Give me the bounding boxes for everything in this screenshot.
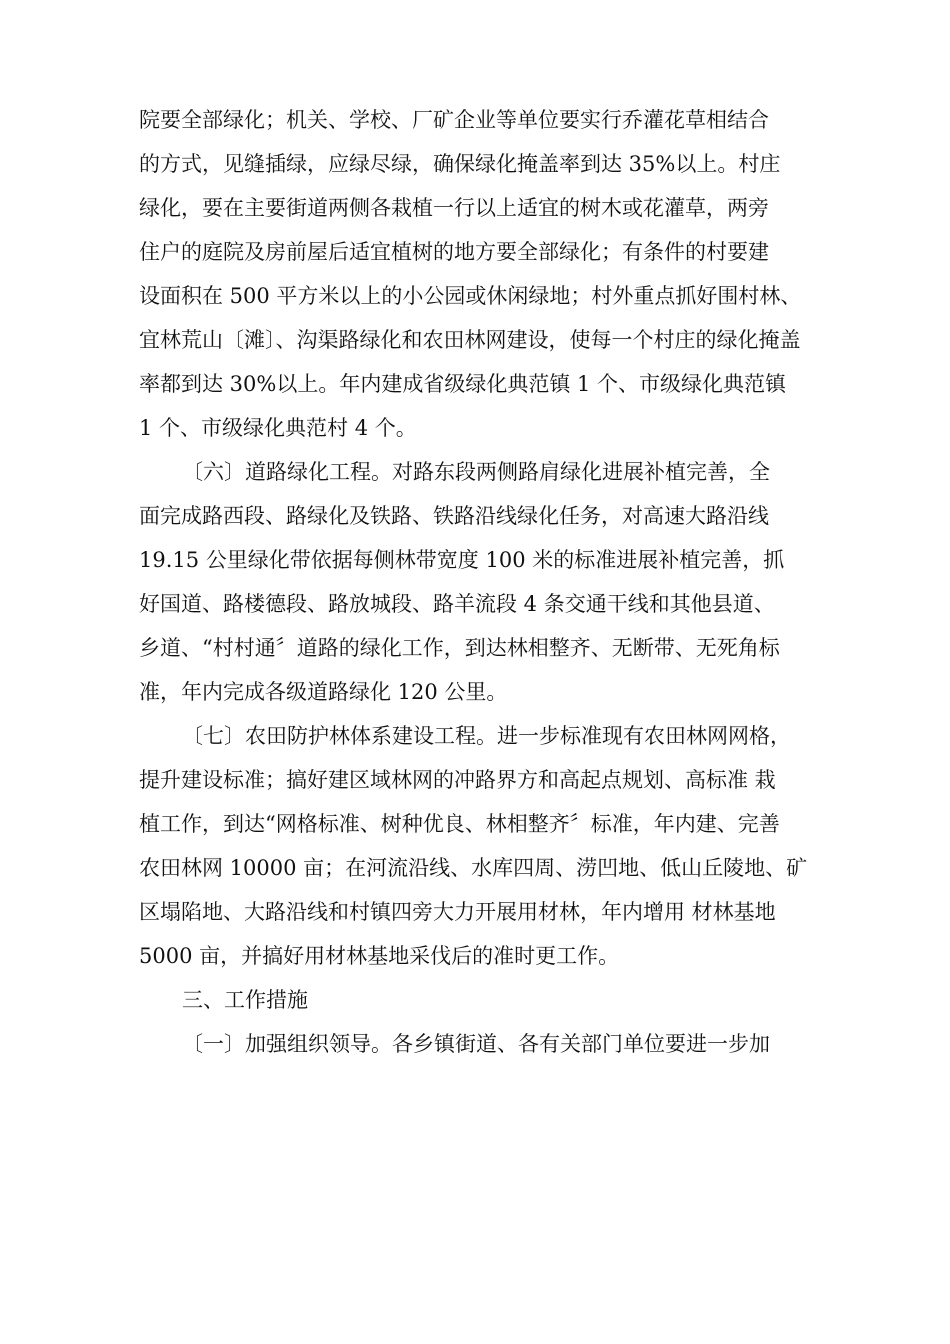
paragraph-seven-heading: 〔七〕农田防护林体系建设工程。进一步标准现有农田林网网格， [182, 724, 791, 748]
text-line: 19.15 公里绿化带依据每侧林带宽度 100 米的标准进展补植完善，抓 [139, 548, 785, 572]
text-line: 的方式，见缝插绿，应绿尽绿，确保绿化掩盖率到达 35%以上。村庄 [139, 152, 781, 176]
text-line: 设面积在 500 平方米以上的小公园或休闲绿地；村外重点抓好围村林、 [139, 284, 802, 308]
section-three-heading: 三、工作措施 [182, 988, 308, 1012]
text-line: 准，年内完成各级道路绿化 120 公里。 [139, 680, 508, 704]
text-line: 区塌陷地、大路沿线和村镇四旁大力开展用材林，年内增用 材林基地 [139, 900, 776, 924]
text-line: 好国道、路楼德段、路放城段、路羊流段 4 条交通干线和其他县道、 [139, 592, 775, 616]
text-line: 院要全部绿化；机关、学校、厂矿企业等单位要实行乔灌花草相结合 [139, 108, 769, 132]
text-line: 绿化，要在主要街道两侧各栽植一行以上适宜的树木或花灌草，两旁 [139, 196, 769, 220]
paragraph-six-heading: 〔六〕道路绿化工程。对路东段两侧路肩绿化进展补植完善，全 [182, 460, 770, 484]
text-line: 宜林荒山〔滩〕、沟渠路绿化和农田林网建设，使每一个村庄的绿化掩盖 [139, 328, 801, 352]
text-line: 率都到达 30%以上。年内建成省级绿化典范镇 1 个、市级绿化典范镇 [139, 372, 787, 396]
text-line: 5000 亩，并搞好用材林基地采伐后的准时更工作。 [139, 944, 620, 968]
text-line: 1 个、市级绿化典范村 4 个。 [139, 416, 417, 440]
text-line: 提升建设标准；搞好建区域林网的冲路界方和高起点规划、高标准 栽 [139, 768, 776, 792]
text-line: 农田林网 10000 亩；在河流沿线、水库四周、涝凹地、低山丘陵地、矿 [139, 856, 808, 880]
text-line: 植工作，到达“网格标准、树种优良、林相整齐〞标准，年内建、完善 [139, 812, 780, 836]
text-line: 面完成路西段、路绿化及铁路、铁路沿线绿化任务，对高速大路沿线 [139, 504, 769, 528]
paragraph-one-heading: 〔一〕加强组织领导。各乡镇街道、各有关部门单位要进一步加 [182, 1032, 770, 1056]
text-line: 住户的庭院及房前屋后适宜植树的地方要全部绿化；有条件的村要建 [139, 240, 769, 264]
text-line: 乡道、“村村通〞道路的绿化工作，到达林相整齐、无断带、无死角标 [139, 636, 780, 660]
